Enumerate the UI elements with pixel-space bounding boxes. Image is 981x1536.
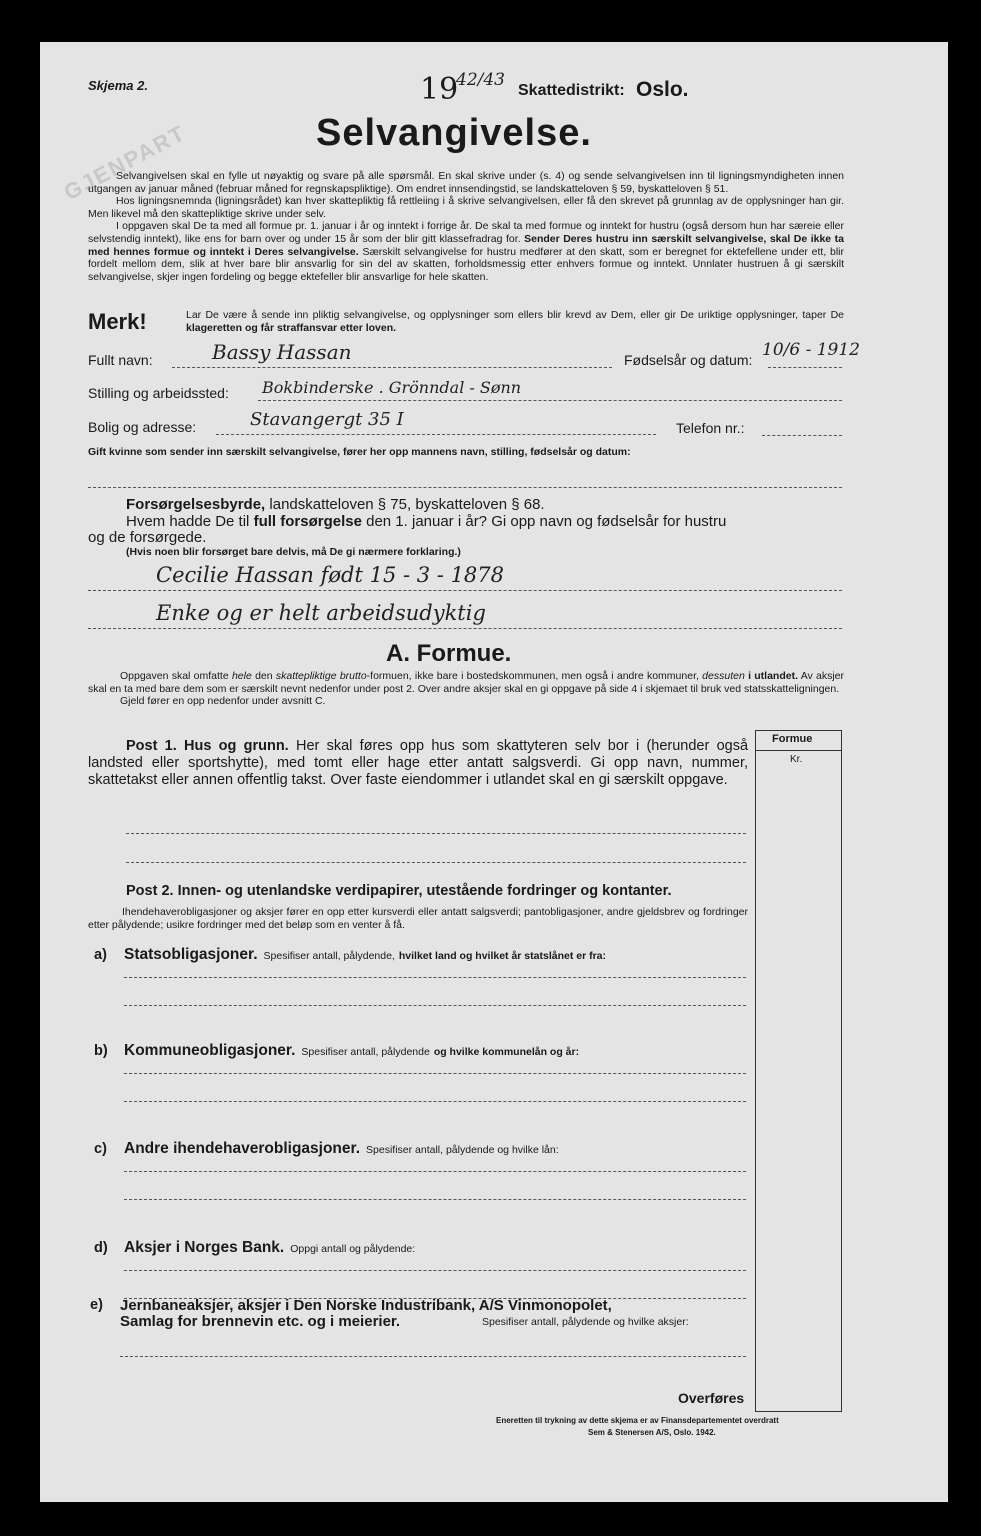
formue-col-unit: Kr.: [790, 754, 803, 765]
address-value[interactable]: Stavangergt 35 I: [250, 409, 404, 430]
dependents-heading-bold: Forsørgelsesbyrde,: [126, 496, 266, 513]
phone-line[interactable]: [762, 435, 842, 436]
district-label: Skattedistrikt:: [518, 82, 625, 99]
item-title: [124, 1239, 419, 1257]
intro-p3: [88, 220, 844, 283]
phone-label: Telefon nr.:: [676, 420, 745, 436]
post1-line-2[interactable]: [126, 862, 746, 863]
item-e-line[interactable]: [120, 1356, 746, 1357]
sa-intro-dessuten: dessuten: [702, 670, 745, 682]
dependents-heading-rest: landskatteloven § 75, byskatteloven § 68.: [269, 496, 545, 513]
post1-line-1[interactable]: [126, 833, 746, 834]
merk-text-a: Lar De være å sende inn pliktig selvangivelse, og opplysninger som ellers blir krevd av Dem, eller gir De uriktige opplysninger, taper De: [186, 309, 844, 321]
post2-heading: [126, 883, 671, 899]
dependents-heading: [126, 496, 545, 513]
dependent-hand-1[interactable]: Cecilie Hassan født 15 - 3 - 1878: [156, 563, 505, 587]
schema-label: Skjema 2.: [88, 78, 148, 93]
item-spec-bold: hvilket land og hvilket år statslånet er fra:: [398, 950, 607, 962]
intro-text: [88, 170, 844, 283]
item-title: [124, 1042, 579, 1060]
item-title-text: Aksjer i Norges Bank.: [124, 1239, 285, 1256]
post2-title: Innen- og utenlandske verdipapirer, utestående fordringer og kontanter.: [177, 883, 672, 899]
married-note: Gift kvinne som sender inn særskilt selvangivelse, fører her opp mannens navn, stilling, fødselsår og datum:: [88, 446, 631, 458]
dependents-question-b: den 1. januar i år? Gi opp navn og fødselsår for hustru: [366, 513, 727, 530]
item-spec: Spesifiser antall, pålydende og hvilke lån:: [366, 1144, 559, 1156]
sa-intro-3: -formuen, ikke bare i bostedskommunen, men også i andre kommuner,: [366, 670, 699, 682]
dependents-question: [126, 513, 726, 530]
formue-col-top: [756, 730, 842, 731]
section-a-intro-p1: [88, 670, 844, 695]
item-line-1[interactable]: [124, 1270, 746, 1271]
item-title-text: Kommuneobligasjoner.: [124, 1042, 296, 1059]
district-value: Oslo.: [636, 78, 689, 101]
item-letter: b): [94, 1043, 108, 1059]
item-line-1[interactable]: [124, 977, 746, 978]
section-a-intro: [88, 670, 844, 708]
birth-line[interactable]: [768, 367, 842, 368]
item-e-letter: e): [90, 1297, 103, 1313]
post1-title: Hus og grunn.: [184, 738, 289, 754]
item-letter: c): [94, 1141, 107, 1157]
post2-text-p: Ihendehaverobligasjoner og aksjer fører en opp etter kursverdi eller antatt salgsverdi; pantobligasjoner, andre gjeldsbrev og fordringer etter pålydende; usikre fordringer med det beløp som en venter å få.: [88, 906, 748, 931]
job-line[interactable]: [258, 400, 842, 401]
address-line[interactable]: [216, 434, 656, 435]
name-label: Fullt navn:: [88, 352, 153, 368]
section-a-title: A. Formue.: [386, 640, 512, 667]
address-label: Bolig og adresse:: [88, 419, 197, 435]
intro-p3b: Sender Deres hustru inn særskilt selvangivelse, skal De ikke ta med hennes formue og inntekt i Deres selvangivelse.: [88, 232, 844, 258]
sa-intro-2: den: [255, 670, 273, 682]
birth-value[interactable]: 10/6 - 1912: [762, 340, 860, 360]
birth-label: Fødselsår og datum:: [624, 352, 753, 368]
item-spec: Spesifiser antall, pålydende: [301, 1046, 430, 1058]
item-spec-bold: og hvilke kommunelån og år:: [433, 1046, 580, 1058]
name-value[interactable]: Bassy Hassan: [212, 340, 352, 364]
job-value[interactable]: Bokbinderske . Grönndal - Sønn: [262, 378, 522, 397]
item-line-1[interactable]: [124, 1073, 746, 1074]
merk-label: Merk!: [88, 309, 147, 334]
item-letter: d): [94, 1240, 108, 1256]
post1-label: Post 1.: [126, 738, 177, 754]
item-e-title-1: Jernbaneaksjer, aksjer i Den Norske Industribank, A/S Vinmonopolet,: [120, 1297, 612, 1314]
dependents-line-2[interactable]: [88, 628, 842, 629]
item-letter: a): [94, 947, 107, 963]
dependents-question-bold: full forsørgelse: [253, 513, 362, 530]
dependents-note: (Hvis noen blir forsørget bare delvis, må De gi nærmere forklaring.): [126, 546, 461, 558]
intro-p3c: Særskilt selvangivelse for hustru medfører at den skatt, som er beregnet for ektefellene under ett, blir fordelt mellom dem, slik at hver bare blir ansvarlig for sin del av skatten, forholdsmessig etter enhvers formue og inntekt. Unnlater hustruen å gi særskilt selvangivelse, skjer ingen fordeling og begge ektefeller blir ansvarlige for hele skatten.: [88, 245, 845, 283]
name-line[interactable]: [172, 367, 612, 368]
item-e-title-2: Samlag for brennevin etc. og i meierier.: [120, 1313, 401, 1330]
item-title-text: Statsobligasjoner.: [124, 946, 258, 963]
post2-label: Post 2.: [126, 883, 174, 899]
formue-col-header-bottom: [756, 750, 842, 751]
sa-intro-4: Av aksjer skal en ta med bare dem som er særskilt nevnt nedenfor under post 2. Over andre aksjer skal en gi oppgave på side 4 i skjemaet til bruk ved statsskatteligningen.: [88, 670, 845, 695]
dependent-hand-2[interactable]: Enke og er helt arbeidsudyktig: [156, 601, 486, 625]
sa-intro-hele: hele: [231, 670, 252, 682]
formue-col-left: [755, 730, 756, 1412]
sa-intro-utlandet: i utlandet.: [748, 670, 798, 682]
copy-stamp: GJENPART: [59, 120, 190, 206]
item-title-text: Andre ihendehaverobligasjoner.: [124, 1140, 361, 1157]
formue-col-bottom: [756, 1411, 842, 1412]
printer-note-1: Eneretten til trykning av dette skjema er av Finansdepartementet overdratt: [496, 1416, 779, 1425]
sa-intro-brutto: skattepliktige brutto: [275, 670, 367, 682]
item-e-spec: Spesifiser antall, pålydende og hvilke aksjer:: [482, 1316, 689, 1328]
formue-col-right: [841, 730, 842, 1412]
formue-col-header: Formue: [772, 733, 813, 745]
item-line-2[interactable]: [124, 1101, 746, 1102]
dependents-question-c: og de forsørgede.: [88, 529, 207, 546]
year-handwritten: 42/43: [456, 70, 505, 90]
form-title: Selvangivelse.: [316, 112, 592, 154]
item-title: [124, 946, 606, 964]
item-line-2[interactable]: [124, 1199, 746, 1200]
intro-p2: Hos ligningsnemnda (ligningsrådet) kan hver skattepliktig få rettleiing i å skrive selvangivelsen, eller få den skrevet på grunnlag av de opplysninger han gir. Men likevel må den skattepliktige skrive under selv.: [88, 195, 844, 220]
dependents-line-1[interactable]: [88, 590, 842, 591]
overfores-label: Overføres: [678, 1390, 745, 1406]
intro-p3a: I oppgaven skal De ta med all formue pr. 1. januar i år og inntekt i forrige år. De skal ta med formue og inntekt for hustru (også dersom hun har særeie eller selvstendig inntekt), like ens for barn over og under 15 år som der blir gitt klassefradrag for.: [88, 220, 844, 245]
post2-text: [88, 906, 748, 931]
married-line[interactable]: [88, 487, 842, 488]
item-spec: Oppgi antall og pålydende:: [290, 1243, 416, 1255]
item-title: [124, 1140, 563, 1158]
dependents-question-a: Hvem hadde De til: [126, 513, 250, 530]
item-spec: Spesifiser antall, pålydende,: [263, 950, 395, 962]
merk-text-b: klageretten og får straffansvar etter loven.: [186, 321, 397, 334]
sa-intro-1: Oppgaven skal omfatte: [120, 670, 229, 682]
year-prefix: 19: [420, 72, 459, 107]
merk-text: [186, 309, 844, 334]
item-line-1[interactable]: [124, 1171, 746, 1172]
post1-text: Her skal føres opp hus som skattyteren selv bor i (herunder også landsted eller sportshytte), med tomt eller hage etter antatt salgsverdi. Gi opp navn, nummer, skattetakst eller annen offentlig takst. Over faste eiendommer i utlandet skal en gi særskilt oppgave.: [88, 738, 749, 788]
printer-note-2: Sem & Stenersen A/S, Oslo. 1942.: [588, 1428, 716, 1437]
sa-intro-5: Gjeld fører en opp nedenfor under avsnitt C.: [120, 695, 326, 708]
intro-p1: Selvangivelsen skal en fylle ut nøyaktig og svare på alle spørsmål. En skal skrive under (s. 4) og sende selvangivelsen inn til ligningsmyndigheten innen utgangen av januar måned (februar måned for regnskapspliktige). Om endret innsendingstid, se landskatteloven § 59, byskatteloven § 51.: [88, 170, 844, 195]
job-label: Stilling og arbeidssted:: [88, 385, 229, 401]
item-line-2[interactable]: [124, 1005, 746, 1006]
post1-block: [88, 738, 748, 789]
